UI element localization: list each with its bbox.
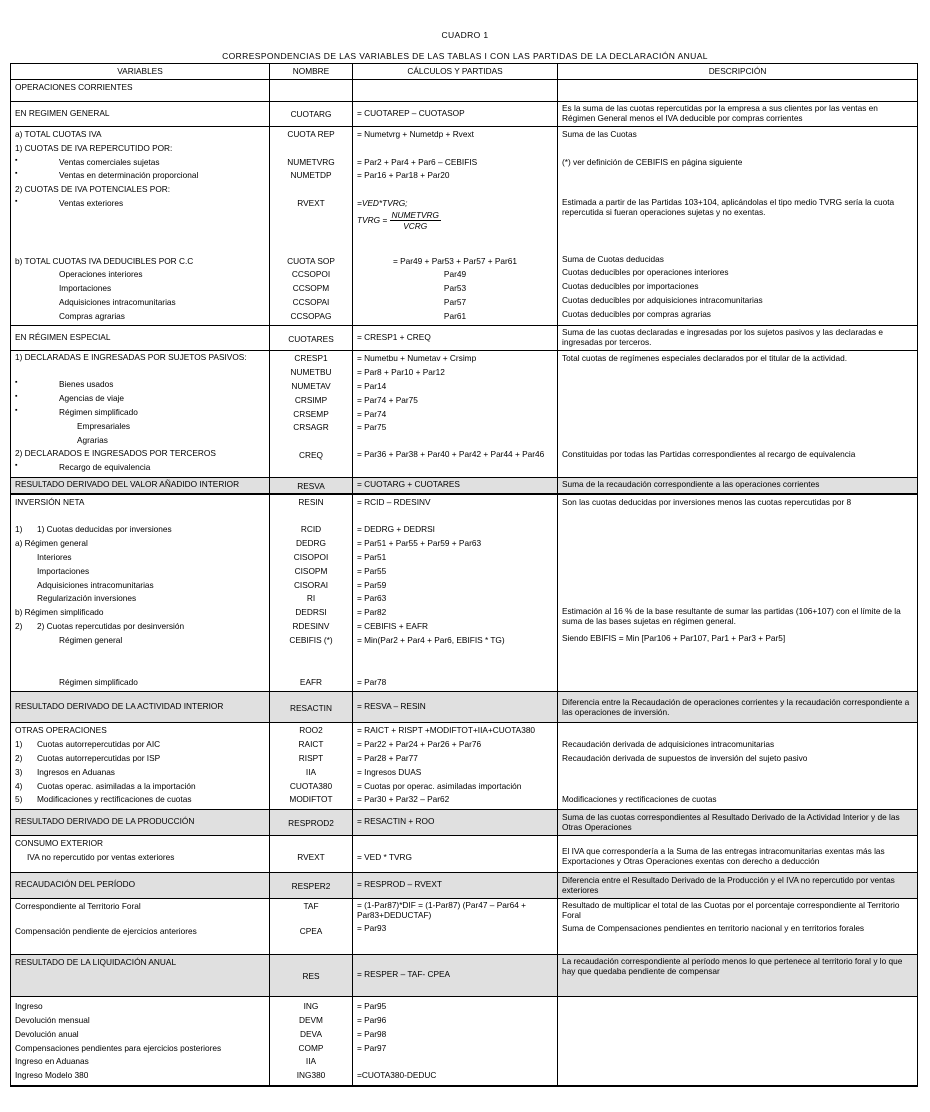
calc-formula: = RESVA – RESIN — [357, 701, 426, 712]
variable-label: Adquisiciones intracomunitarias — [59, 296, 176, 307]
description: Suma de Cuotas deducidas — [562, 253, 664, 264]
calc-formula: =CUOTA380-DEDUC — [357, 1070, 437, 1081]
result-label: RECAUDACIÓN DEL PERÍODO — [15, 879, 136, 890]
calc-formula: = Par59 — [357, 579, 387, 590]
variable-label: a) Régimen general — [15, 538, 88, 549]
variable-label: Compras agrarias — [59, 310, 125, 321]
variable-name: RESIN — [298, 496, 324, 507]
table-row — [11, 723, 918, 810]
description: Diferencia entre el Resultado Derivado de la Producción y el IVA no repercutido por ventas exteriores — [562, 875, 895, 896]
variable-label: a) TOTAL CUOTAS IVA — [15, 129, 102, 139]
description: Suma de Compensaciones pendientes en territorio nacional y en territorios forales — [562, 923, 865, 934]
description: Total cuotas de regímenes especiales declarados por el titular de la actividad. — [562, 353, 848, 364]
description: Suma de las Cuotas — [562, 129, 637, 139]
table-number: CUADRO 1 — [441, 30, 489, 40]
variable-label: Ingreso en Aduanas — [15, 1056, 89, 1067]
variable-label: 1) CUOTAS DE IVA REPERCUTIDO POR: — [15, 142, 173, 153]
variable-name: IIA — [305, 766, 317, 777]
calc-formula: = (1-Par87)*DIF = (1-Par87) (Par47 – Par64 + Par83+DEDUCTAF) — [357, 900, 527, 921]
table-row — [11, 955, 918, 997]
variable-label: Régimen simplificado — [59, 676, 138, 687]
variable-label: Agrarias — [77, 434, 108, 445]
variable-name: TAF — [303, 901, 319, 912]
table-row — [11, 351, 918, 478]
variable-label: 4) Cuotas operac. asimiladas a la importación — [15, 780, 196, 791]
variable-label: ▪ Ventas exteriores — [15, 198, 265, 212]
calc-formula: = Par74 — [357, 408, 387, 419]
header-descripcion: DESCRIPCIÓN — [558, 64, 918, 80]
table-row — [11, 997, 918, 1086]
variable-name: ROO2 — [299, 725, 323, 736]
calc-formula: = Par74 + Par75 — [357, 394, 418, 405]
description: Cuotas deducibles por operaciones interiores — [562, 267, 729, 278]
table-row — [11, 326, 918, 351]
variable-name: DEDRSI — [295, 607, 327, 618]
calc-formula: = Par98 — [357, 1028, 387, 1039]
variable-name: NUMETAV — [291, 381, 331, 392]
calc-formula: = Par96 — [357, 1015, 387, 1025]
variable-name: ING — [303, 1001, 319, 1012]
table-row — [11, 692, 918, 723]
variable-label: 2) DECLARADOS E INGRESADOS POR TERCEROS — [15, 448, 216, 459]
calc-formula: = Par93 — [357, 923, 387, 934]
variable-name: CCSOPOI — [291, 269, 331, 280]
variable-name: CISOPM — [294, 565, 328, 576]
calc-formula: = VED * TVRG — [357, 852, 412, 862]
fraction-denominator: VCRG — [403, 221, 428, 232]
variable-label: OTRAS OPERACIONES — [15, 725, 107, 736]
variable-name: RESVA — [297, 480, 325, 491]
variable-label: 1) DECLARADAS E INGRESADAS POR SUJETOS PASIVOS: — [15, 352, 247, 363]
calc-formula: = Par63 — [357, 593, 387, 604]
variable-name: IIA — [305, 1056, 317, 1067]
variable-label: Devolución mensual — [15, 1015, 90, 1025]
variable-name: EAFR — [299, 676, 323, 687]
variable-name: CRSEMP — [293, 408, 329, 419]
description: La recaudación correspondiente al período menos lo que pertenece al territorio foral y lo que hay que quedaba pendiente de compensar — [562, 956, 903, 977]
calc-formula: = Ingresos DUAS — [357, 766, 422, 777]
variable-name: CUOTARG — [290, 109, 332, 120]
variable-name: CCSOPAI — [292, 296, 330, 307]
calc-formula: = CRESP1 + CREQ — [357, 332, 431, 343]
calc-formula: = Par95 — [357, 1001, 387, 1012]
table-row — [11, 80, 918, 102]
description: Son las cuotas deducidas por inversiones menos las cuotas repercutidas por 8 — [562, 496, 852, 507]
calc-formula: = CEBIFIS + EAFR — [357, 621, 429, 632]
variable-name: RCID — [300, 524, 322, 535]
variable-name: RISPT — [298, 753, 324, 764]
calc-formula: Par49 — [443, 269, 467, 280]
section-label: OPERACIONES CORRIENTES — [15, 82, 133, 92]
variable-name: CISORAI — [293, 579, 329, 590]
variable-name: CREQ — [299, 450, 323, 461]
calc-formula: = Par75 — [357, 422, 387, 433]
variable-name: RESPER2 — [291, 881, 331, 892]
variable-label: ▪ Ventas comerciales sujetas — [15, 157, 265, 171]
variable-name: DEVM — [299, 1015, 323, 1025]
variable-name: CRSAGR — [293, 422, 329, 433]
description: Estimación al 16 % de la base resultante de sumar las partidas (106+107) con el límite de la suma de las bases sujetas en régimen general. — [562, 605, 901, 626]
description: (*) ver definición de CEBIFIS en página siguiente — [562, 156, 743, 167]
variable-name: CRESP1 — [294, 353, 328, 364]
variable-name: RI — [306, 593, 316, 604]
calc-formula: TVRG = — [357, 214, 388, 225]
variable-name: NUMETBU — [290, 367, 332, 378]
variable-name: RESACTIN — [290, 702, 332, 713]
calc-formula: = Par14 — [357, 381, 387, 392]
variable-name: CCSOPAG — [290, 310, 332, 321]
variable-label: IVA no repercutido por ventas exteriores — [27, 852, 175, 862]
variable-name: RESPROD2 — [288, 818, 334, 829]
description: El IVA que correspondería a la Suma de las entregas intracomunitarias exentas más las Exportaciones y Otras Operaciones exentas con derecho a deducción — [562, 846, 885, 867]
variable-name: CUOTA380 — [289, 780, 333, 791]
variable-name: CRSIMP — [294, 394, 328, 405]
calc-formula: = Par30 + Par32 – Par62 — [357, 794, 450, 805]
calc-formula: = RESPROD – RVEXT — [357, 879, 442, 890]
variable-name: CPEA — [299, 926, 323, 936]
variable-name: RES — [302, 971, 320, 982]
variable-label: 3) Ingresos en Aduanas — [15, 766, 115, 777]
variable-label: Interiores — [37, 552, 72, 563]
variable-name: CUOTARES — [288, 333, 334, 344]
variable-label: b) Régimen simplificado — [15, 607, 104, 618]
calc-formula: = Min(Par2 + Par4 + Par6, EBIFIS * TG) — [357, 634, 505, 645]
variable-name: DEVA — [300, 1028, 322, 1039]
variable-label: Ingreso — [15, 1001, 43, 1012]
table-row — [11, 810, 918, 836]
description: Modificaciones y rectificaciones de cuotas — [562, 794, 717, 805]
calc-formula: = RESPER – TAF- CPEA — [357, 969, 451, 980]
variable-name: NUMETVRG — [287, 156, 335, 167]
calc-formula: = CUOTAREP – CUOTASOP — [357, 107, 465, 118]
calc-formula: =VED*TVRG; — [357, 197, 408, 208]
variable-name: CUOTA REP — [287, 129, 335, 139]
description: Es la suma de las cuotas repercutidas por la empresa a sus clientes por las ventas en Régimen General menos el IVA deducible por compras corrientes — [562, 103, 878, 123]
description: Suma de las cuotas correspondientes al Resultado Derivado de la Actividad Interior y de las Otras Operaciones — [562, 812, 900, 833]
calc-formula: = Par55 — [357, 565, 387, 576]
calc-formula: = RCID – RDESINV — [357, 496, 431, 507]
variable-label: 5) Modificaciones y rectificaciones de cuotas — [15, 794, 192, 805]
calc-formula: = RAICT + RISPT +MODIFTOT+IIA+CUOTA380 — [357, 725, 536, 736]
variable-label: Adquisiciones intracomunitarias — [37, 579, 154, 590]
calc-formula: = Numetbu + Numetav + Crsimp — [357, 353, 477, 364]
variable-label: 1) 1) Cuotas deducidas por inversiones — [15, 524, 172, 535]
variable-label: ▪ Recargo de equivalencia — [15, 462, 265, 476]
calc-formula: = Cuotas por operac. asimiladas importación — [357, 780, 522, 791]
variable-name: CUOTA SOP — [287, 255, 335, 266]
table-row — [11, 478, 918, 494]
variable-name: RVEXT — [297, 197, 325, 208]
calc-formula: = Par22 + Par24 + Par26 + Par76 — [357, 739, 482, 750]
variable-label: 1) Cuotas autorrepercutidas por AIC — [15, 739, 161, 750]
table-row — [11, 899, 918, 955]
calc-formula: = Par49 + Par53 + Par57 + Par61 — [392, 255, 518, 266]
description: Suma de las cuotas declaradas e ingresadas por los sujetos pasivos y las declaradas e ingresadas por terceros. — [562, 327, 883, 348]
variable-label: CONSUMO EXTERIOR — [15, 838, 104, 849]
table-row — [11, 873, 918, 899]
header-variables: VARIABLES — [11, 64, 270, 80]
variable-label: EN REGIMEN GENERAL — [15, 107, 110, 118]
variable-name: RAICT — [298, 739, 324, 750]
variable-label: Correspondiente al Territorio Foral — [15, 901, 141, 912]
description: Recaudación derivada de supuestos de inversión del sujeto pasivo — [562, 753, 808, 764]
variable-label: Régimen general — [59, 634, 123, 645]
calc-formula: = Numetvrg + Numetdp + Rvext — [357, 129, 474, 139]
variable-label: ▪ Bienes usados — [15, 379, 265, 393]
variable-label: INVERSIÓN NETA — [15, 496, 85, 507]
calc-formula: Par61 — [443, 310, 467, 321]
correspondence-table — [10, 63, 918, 1087]
calc-formula: = Par51 — [357, 552, 387, 563]
variable-name: DEDRG — [296, 538, 326, 549]
description: Estimada a partir de las Partidas 103+104, aplicándolas el tipo medio TVRG sería la cuota repercutida si fueran operaciones sujetas y no exentas. — [562, 196, 895, 217]
calc-formula: = Par36 + Par38 + Par40 + Par42 + Par44 + Par46 — [357, 449, 545, 460]
description: Cuotas deducibles por adquisiciones intracomunitarias — [562, 294, 763, 305]
variable-name: COMP — [298, 1042, 324, 1053]
table-row — [11, 253, 918, 326]
calc-formula: = Par51 + Par55 + Par59 + Par63 — [357, 538, 482, 549]
calc-formula: = CUOTARG + CUOTARES — [357, 479, 460, 490]
variable-label: ▪ Ventas en determinación proporcional — [15, 170, 265, 184]
variable-label: Operaciones interiores — [59, 269, 143, 280]
variable-label: Importaciones — [59, 283, 112, 294]
table-row — [11, 494, 918, 692]
result-label: RESULTADO DE LA LIQUIDACIÓN ANUAL — [15, 957, 177, 968]
variable-name: CCSOPM — [292, 283, 330, 294]
variable-name: CISOPOI — [293, 552, 329, 563]
calc-formula: = Par97 — [357, 1042, 387, 1053]
variable-label: Importaciones — [37, 565, 90, 576]
variable-name: ING380 — [296, 1070, 326, 1081]
calc-formula: = RESACTIN + ROO — [357, 816, 435, 827]
description: Constituidas por todas las Partidas correspondientes al recargo de equivalencia — [562, 449, 856, 460]
calc-formula: = Par16 + Par18 + Par20 — [357, 170, 450, 181]
description: Siendo EBIFIS = Min [Par106 + Par107, Par1 + Par3 + Par5] — [562, 632, 786, 643]
table-row — [11, 102, 918, 127]
variable-label: Compensaciones pendientes para ejercicios posteriores — [15, 1042, 222, 1053]
description: Recaudación derivada de adquisiciones intracomunitarias — [562, 739, 775, 750]
variable-label: ▪ Agencias de viaje — [15, 393, 265, 407]
result-label: RESULTADO DERIVADO DE LA ACTIVIDAD INTERIOR — [15, 701, 224, 712]
header-nombre: NOMBRE — [270, 64, 353, 80]
description: Cuotas deducibles por compras agrarias — [562, 308, 711, 319]
variable-name: CEBIFIS (*) — [289, 634, 333, 645]
calc-formula: = Par82 — [357, 607, 387, 618]
fraction-numerator: NUMETVRG — [391, 210, 439, 221]
variable-label: EN RÉGIMEN ESPECIAL — [15, 332, 111, 343]
variable-label: Compensación pendiente de ejercicios anteriores — [15, 926, 197, 936]
calc-formula: Par53 — [443, 283, 467, 294]
variable-label: 2) 2) Cuotas repercutidas por desinversión — [15, 621, 185, 632]
table-row — [11, 127, 918, 253]
formula-fraction — [390, 210, 441, 231]
variable-label: Regularización inversiones — [37, 593, 137, 604]
description: Suma de la recaudación correspondiente a las operaciones corrientes — [562, 479, 820, 490]
variable-label: b) TOTAL CUOTAS IVA DEDUCIBLES POR C.C — [15, 255, 194, 266]
description: Resultado de multiplicar el total de las Cuotas por el porcentaje correspondiente al Territorio Foral — [562, 900, 900, 921]
result-label: RESULTADO DERIVADO DEL VALOR AÑADIDO INTERIOR — [15, 479, 240, 490]
header-calculos: CÁLCULOS Y PARTIDAS — [353, 64, 558, 80]
calc-formula: = Par8 + Par10 + Par12 — [357, 367, 445, 378]
variable-label: 2) CUOTAS DE IVA POTENCIALES POR: — [15, 184, 171, 195]
calc-formula: = Par28 + Par77 — [357, 753, 418, 764]
description: Cuotas deducibles por importaciones — [562, 281, 699, 292]
variable-label: Empresariales — [77, 420, 131, 431]
variable-label: 2) Cuotas autorrepercutidas por ISP — [15, 753, 161, 764]
calc-formula: = Par78 — [357, 676, 387, 687]
table-title: CORRESPONDENCIAS DE LAS VARIABLES DE LAS TABLAS I CON LAS PARTIDAS DE LA DECLARACIÓN ANUAL — [222, 51, 708, 61]
variable-name: RVEXT — [297, 852, 325, 862]
table-row — [11, 836, 918, 873]
variable-label: ▪ Régimen simplificado — [15, 407, 265, 421]
calc-formula: = Par2 + Par4 + Par6 – CEBIFIS — [357, 156, 478, 167]
variable-label: Devolución anual — [15, 1028, 79, 1039]
calc-formula — [357, 1056, 553, 1070]
result-label: RESULTADO DERIVADO DE LA PRODUCCIÓN — [15, 816, 195, 827]
variable-name: RDESINV — [292, 621, 330, 632]
calc-formula: = DEDRG + DEDRSI — [357, 524, 435, 535]
variable-name: MODIFTOT — [289, 794, 333, 805]
variable-label: Ingreso Modelo 380 — [15, 1070, 89, 1081]
variable-name: NUMETDP — [290, 170, 332, 181]
calc-formula: Par57 — [443, 296, 467, 307]
description: Diferencia entre la Recaudación de operaciones corrientes y la recaudación correspondiente a las operaciones de inversión. — [562, 696, 910, 717]
